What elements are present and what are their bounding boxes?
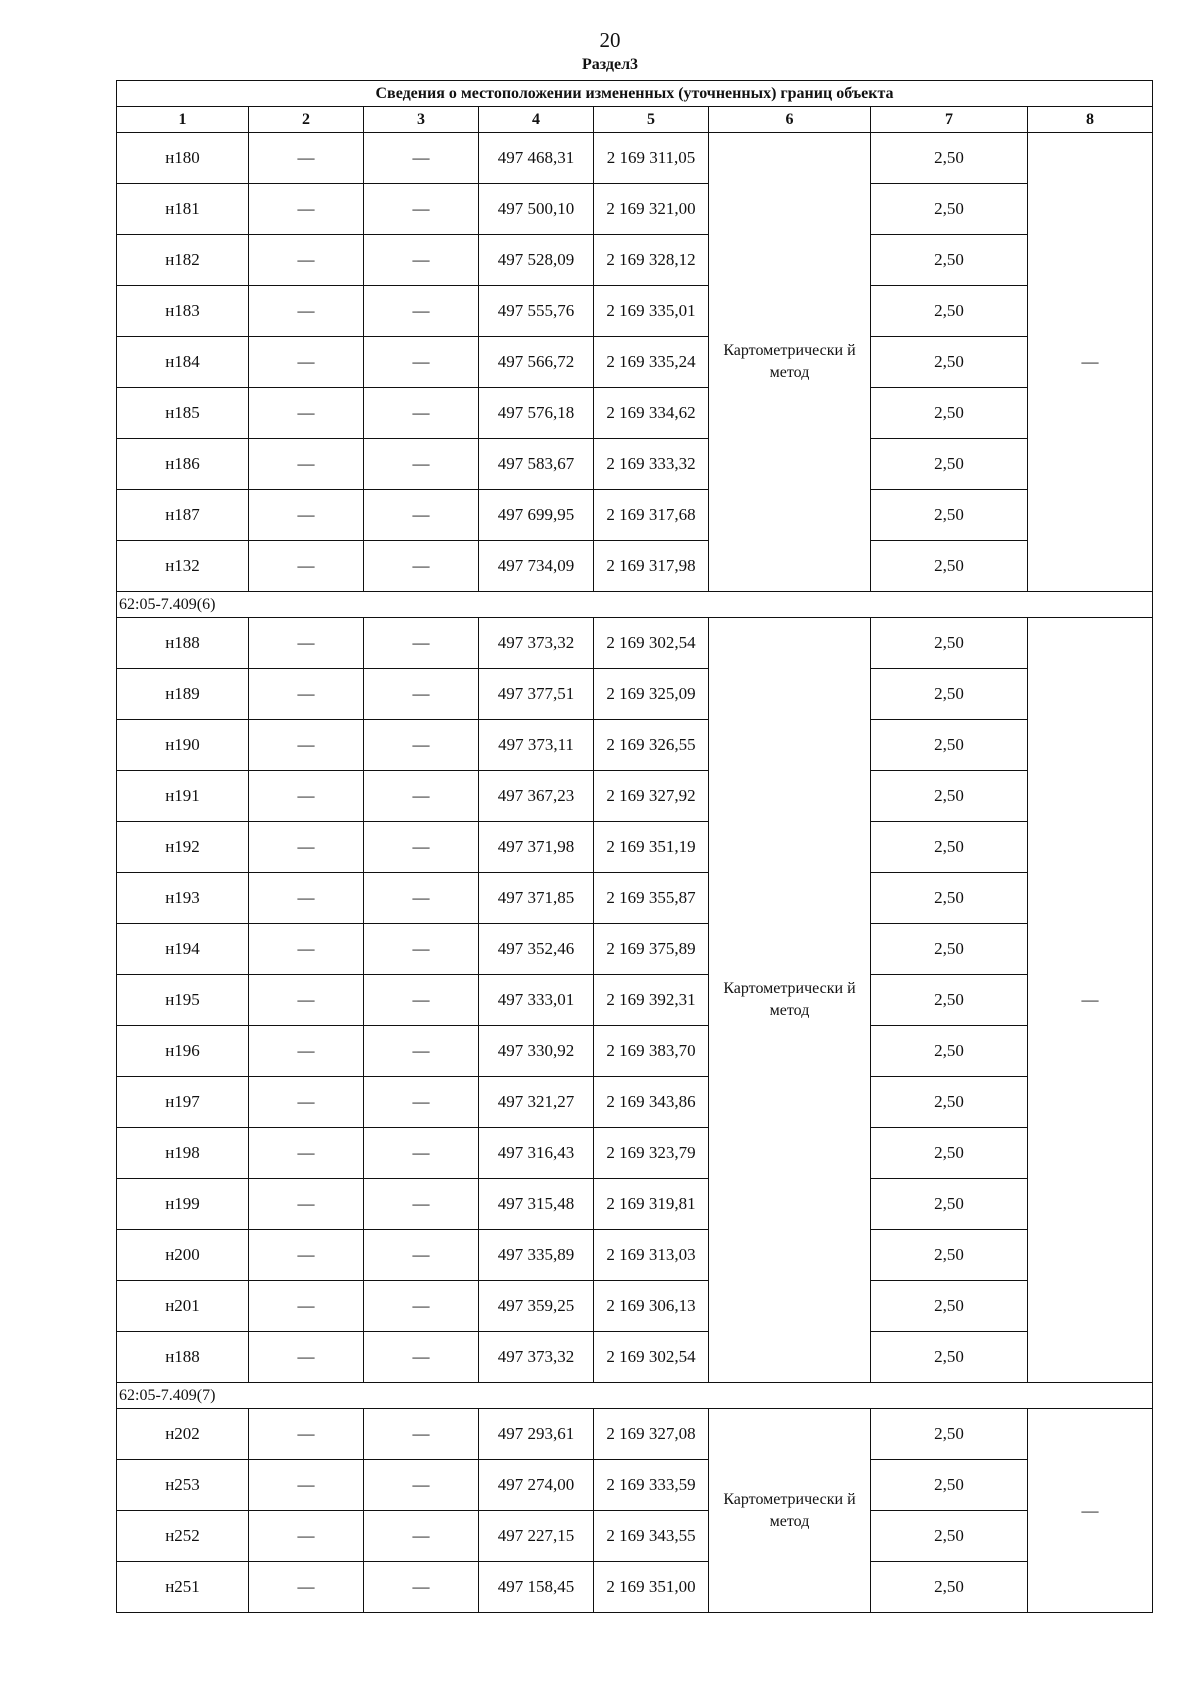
accuracy-value: 2,50 xyxy=(871,1077,1028,1128)
col2-value: — xyxy=(249,669,364,720)
accuracy-value: 2,50 xyxy=(871,1332,1028,1383)
method-cell: Картометрически й метод xyxy=(709,1409,871,1613)
column-header: 3 xyxy=(364,107,479,133)
y-coordinate: 2 169 343,86 xyxy=(594,1077,709,1128)
x-coordinate: 497 359,25 xyxy=(479,1281,594,1332)
table-row xyxy=(117,1230,1153,1281)
accuracy-value: 2,50 xyxy=(871,439,1028,490)
point-name: н180 xyxy=(117,133,249,184)
y-coordinate: 2 169 351,00 xyxy=(594,1562,709,1613)
col3-value: — xyxy=(364,1077,479,1128)
x-coordinate: 497 468,31 xyxy=(479,133,594,184)
table-row xyxy=(117,439,1153,490)
col2-value: — xyxy=(249,873,364,924)
column-header: 7 xyxy=(871,107,1028,133)
col3-value: — xyxy=(364,1562,479,1613)
col3-value: — xyxy=(364,235,479,286)
col2-value: — xyxy=(249,1460,364,1511)
x-coordinate: 497 316,43 xyxy=(479,1128,594,1179)
accuracy-value: 2,50 xyxy=(871,337,1028,388)
column-header-row xyxy=(117,107,1153,133)
x-coordinate: 497 555,76 xyxy=(479,286,594,337)
x-coordinate: 497 330,92 xyxy=(479,1026,594,1077)
x-coordinate: 497 699,95 xyxy=(479,490,594,541)
col3-value: — xyxy=(364,286,479,337)
x-coordinate: 497 371,85 xyxy=(479,873,594,924)
point-name: н188 xyxy=(117,1332,249,1383)
y-coordinate: 2 169 327,92 xyxy=(594,771,709,822)
accuracy-value: 2,50 xyxy=(871,822,1028,873)
y-coordinate: 2 169 335,24 xyxy=(594,337,709,388)
point-name: н253 xyxy=(117,1460,249,1511)
accuracy-value: 2,50 xyxy=(871,1562,1028,1613)
x-coordinate: 497 373,32 xyxy=(479,1332,594,1383)
col2-value: — xyxy=(249,975,364,1026)
point-name: н186 xyxy=(117,439,249,490)
table-row xyxy=(117,490,1153,541)
point-name: н198 xyxy=(117,1128,249,1179)
y-coordinate: 2 169 321,00 xyxy=(594,184,709,235)
x-coordinate: 497 734,09 xyxy=(479,541,594,592)
table-row xyxy=(117,873,1153,924)
point-name: н197 xyxy=(117,1077,249,1128)
y-coordinate: 2 169 302,54 xyxy=(594,618,709,669)
col2-value: — xyxy=(249,1077,364,1128)
table-row xyxy=(117,235,1153,286)
x-coordinate: 497 583,67 xyxy=(479,439,594,490)
x-coordinate: 497 293,61 xyxy=(479,1409,594,1460)
col3-value: — xyxy=(364,720,479,771)
col3-value: — xyxy=(364,771,479,822)
col3-value: — xyxy=(364,1332,479,1383)
point-name: н201 xyxy=(117,1281,249,1332)
point-name: н183 xyxy=(117,286,249,337)
y-coordinate: 2 169 325,09 xyxy=(594,669,709,720)
point-name: н132 xyxy=(117,541,249,592)
col3-value: — xyxy=(364,337,479,388)
y-coordinate: 2 169 375,89 xyxy=(594,924,709,975)
col8-value: — xyxy=(1028,133,1153,592)
x-coordinate: 497 333,01 xyxy=(479,975,594,1026)
col3-value: — xyxy=(364,1409,479,1460)
x-coordinate: 497 373,11 xyxy=(479,720,594,771)
column-header: 2 xyxy=(249,107,364,133)
point-name: н192 xyxy=(117,822,249,873)
col3-value: — xyxy=(364,1179,479,1230)
col2-value: — xyxy=(249,618,364,669)
col2-value: — xyxy=(249,1409,364,1460)
method-cell: Картометрически й метод xyxy=(709,618,871,1383)
col3-value: — xyxy=(364,184,479,235)
table-row xyxy=(117,541,1153,592)
table-row xyxy=(117,1026,1153,1077)
y-coordinate: 2 169 355,87 xyxy=(594,873,709,924)
col2-value: — xyxy=(249,490,364,541)
y-coordinate: 2 169 306,13 xyxy=(594,1281,709,1332)
col2-value: — xyxy=(249,337,364,388)
col3-value: — xyxy=(364,1281,479,1332)
col2-value: — xyxy=(249,439,364,490)
point-name: н182 xyxy=(117,235,249,286)
col3-value: — xyxy=(364,873,479,924)
accuracy-value: 2,50 xyxy=(871,771,1028,822)
col2-value: — xyxy=(249,1128,364,1179)
y-coordinate: 2 169 334,62 xyxy=(594,388,709,439)
col3-value: — xyxy=(364,490,479,541)
col3-value: — xyxy=(364,669,479,720)
table-row xyxy=(117,1511,1153,1562)
table-row xyxy=(117,975,1153,1026)
accuracy-value: 2,50 xyxy=(871,133,1028,184)
x-coordinate: 497 227,15 xyxy=(479,1511,594,1562)
point-name: н202 xyxy=(117,1409,249,1460)
point-name: н251 xyxy=(117,1562,249,1613)
x-coordinate: 497 274,00 xyxy=(479,1460,594,1511)
table-row xyxy=(117,669,1153,720)
y-coordinate: 2 169 333,32 xyxy=(594,439,709,490)
table-row xyxy=(117,286,1153,337)
accuracy-value: 2,50 xyxy=(871,286,1028,337)
x-coordinate: 497 371,98 xyxy=(479,822,594,873)
table-row xyxy=(117,1077,1153,1128)
accuracy-value: 2,50 xyxy=(871,184,1028,235)
col3-value: — xyxy=(364,388,479,439)
col2-value: — xyxy=(249,1179,364,1230)
col3-value: — xyxy=(364,1128,479,1179)
point-name: н191 xyxy=(117,771,249,822)
point-name: н190 xyxy=(117,720,249,771)
accuracy-value: 2,50 xyxy=(871,873,1028,924)
table-row xyxy=(117,1409,1153,1460)
col3-value: — xyxy=(364,1460,479,1511)
y-coordinate: 2 169 323,79 xyxy=(594,1128,709,1179)
x-coordinate: 497 500,10 xyxy=(479,184,594,235)
point-name: н188 xyxy=(117,618,249,669)
table-row xyxy=(117,1281,1153,1332)
boundary-table xyxy=(116,80,1153,1613)
col3-value: — xyxy=(364,133,479,184)
table-row xyxy=(117,1128,1153,1179)
col2-value: — xyxy=(249,1026,364,1077)
y-coordinate: 2 169 317,98 xyxy=(594,541,709,592)
section-title: Раздел3 xyxy=(581,56,639,73)
table-row xyxy=(117,924,1153,975)
table-row xyxy=(117,1179,1153,1230)
col2-value: — xyxy=(249,822,364,873)
col3-value: — xyxy=(364,1026,479,1077)
accuracy-value: 2,50 xyxy=(871,1128,1028,1179)
column-header: 4 xyxy=(479,107,594,133)
table-row xyxy=(117,337,1153,388)
point-name: н189 xyxy=(117,669,249,720)
x-coordinate: 497 321,27 xyxy=(479,1077,594,1128)
col2-value: — xyxy=(249,184,364,235)
y-coordinate: 2 169 335,01 xyxy=(594,286,709,337)
col3-value: — xyxy=(364,541,479,592)
col2-value: — xyxy=(249,388,364,439)
table-row xyxy=(117,720,1153,771)
parcel-group-row xyxy=(117,1383,1153,1409)
table-row xyxy=(117,388,1153,439)
accuracy-value: 2,50 xyxy=(871,1511,1028,1562)
accuracy-value: 2,50 xyxy=(871,924,1028,975)
point-name: н181 xyxy=(117,184,249,235)
accuracy-value: 2,50 xyxy=(871,669,1028,720)
col2-value: — xyxy=(249,1230,364,1281)
point-name: н187 xyxy=(117,490,249,541)
accuracy-value: 2,50 xyxy=(871,388,1028,439)
col3-value: — xyxy=(364,1511,479,1562)
y-coordinate: 2 169 327,08 xyxy=(594,1409,709,1460)
point-name: н184 xyxy=(117,337,249,388)
table-row xyxy=(117,1562,1153,1613)
y-coordinate: 2 169 333,59 xyxy=(594,1460,709,1511)
x-coordinate: 497 367,23 xyxy=(479,771,594,822)
y-coordinate: 2 169 311,05 xyxy=(594,133,709,184)
accuracy-value: 2,50 xyxy=(871,541,1028,592)
table-row xyxy=(117,771,1153,822)
x-coordinate: 497 315,48 xyxy=(479,1179,594,1230)
col3-value: — xyxy=(364,975,479,1026)
x-coordinate: 497 377,51 xyxy=(479,669,594,720)
col2-value: — xyxy=(249,720,364,771)
table-title: Сведения о местоположении измененных (уточненных) границ объекта xyxy=(117,81,1153,107)
point-name: н196 xyxy=(117,1026,249,1077)
point-name: н185 xyxy=(117,388,249,439)
accuracy-value: 2,50 xyxy=(871,490,1028,541)
point-name: н194 xyxy=(117,924,249,975)
col8-value: — xyxy=(1028,1409,1153,1613)
col2-value: — xyxy=(249,1281,364,1332)
accuracy-value: 2,50 xyxy=(871,1230,1028,1281)
accuracy-value: 2,50 xyxy=(871,1281,1028,1332)
page-number: 20 xyxy=(599,28,621,52)
parcel-group-label: 62:05-7.409(6) xyxy=(117,592,1153,618)
x-coordinate: 497 335,89 xyxy=(479,1230,594,1281)
col8-value: — xyxy=(1028,618,1153,1383)
parcel-group-row xyxy=(117,592,1153,618)
parcel-group-label: 62:05-7.409(7) xyxy=(117,1383,1153,1409)
col2-value: — xyxy=(249,1562,364,1613)
col2-value: — xyxy=(249,1511,364,1562)
col3-value: — xyxy=(364,618,479,669)
accuracy-value: 2,50 xyxy=(871,618,1028,669)
col2-value: — xyxy=(249,1332,364,1383)
method-cell: Картометрически й метод xyxy=(709,133,871,592)
table-row xyxy=(117,184,1153,235)
x-coordinate: 497 528,09 xyxy=(479,235,594,286)
column-header: 5 xyxy=(594,107,709,133)
col3-value: — xyxy=(364,1230,479,1281)
y-coordinate: 2 169 313,03 xyxy=(594,1230,709,1281)
col2-value: — xyxy=(249,541,364,592)
y-coordinate: 2 169 392,31 xyxy=(594,975,709,1026)
accuracy-value: 2,50 xyxy=(871,975,1028,1026)
col2-value: — xyxy=(249,924,364,975)
y-coordinate: 2 169 317,68 xyxy=(594,490,709,541)
table-row xyxy=(117,1332,1153,1383)
x-coordinate: 497 373,32 xyxy=(479,618,594,669)
y-coordinate: 2 169 302,54 xyxy=(594,1332,709,1383)
x-coordinate: 497 566,72 xyxy=(479,337,594,388)
point-name: н252 xyxy=(117,1511,249,1562)
accuracy-value: 2,50 xyxy=(871,235,1028,286)
table-row xyxy=(117,618,1153,669)
table-row xyxy=(117,1460,1153,1511)
x-coordinate: 497 158,45 xyxy=(479,1562,594,1613)
column-header: 8 xyxy=(1028,107,1153,133)
point-name: н195 xyxy=(117,975,249,1026)
col3-value: — xyxy=(364,924,479,975)
y-coordinate: 2 169 351,19 xyxy=(594,822,709,873)
y-coordinate: 2 169 343,55 xyxy=(594,1511,709,1562)
x-coordinate: 497 576,18 xyxy=(479,388,594,439)
x-coordinate: 497 352,46 xyxy=(479,924,594,975)
point-name: н199 xyxy=(117,1179,249,1230)
accuracy-value: 2,50 xyxy=(871,1179,1028,1230)
table-row xyxy=(117,822,1153,873)
table-row xyxy=(117,133,1153,184)
accuracy-value: 2,50 xyxy=(871,1460,1028,1511)
point-name: н193 xyxy=(117,873,249,924)
col2-value: — xyxy=(249,133,364,184)
column-header: 6 xyxy=(709,107,871,133)
col3-value: — xyxy=(364,822,479,873)
y-coordinate: 2 169 328,12 xyxy=(594,235,709,286)
y-coordinate: 2 169 326,55 xyxy=(594,720,709,771)
col2-value: — xyxy=(249,771,364,822)
accuracy-value: 2,50 xyxy=(871,1409,1028,1460)
accuracy-value: 2,50 xyxy=(871,720,1028,771)
y-coordinate: 2 169 319,81 xyxy=(594,1179,709,1230)
col2-value: — xyxy=(249,235,364,286)
point-name: н200 xyxy=(117,1230,249,1281)
accuracy-value: 2,50 xyxy=(871,1026,1028,1077)
col3-value: — xyxy=(364,439,479,490)
y-coordinate: 2 169 383,70 xyxy=(594,1026,709,1077)
col2-value: — xyxy=(249,286,364,337)
column-header: 1 xyxy=(117,107,249,133)
